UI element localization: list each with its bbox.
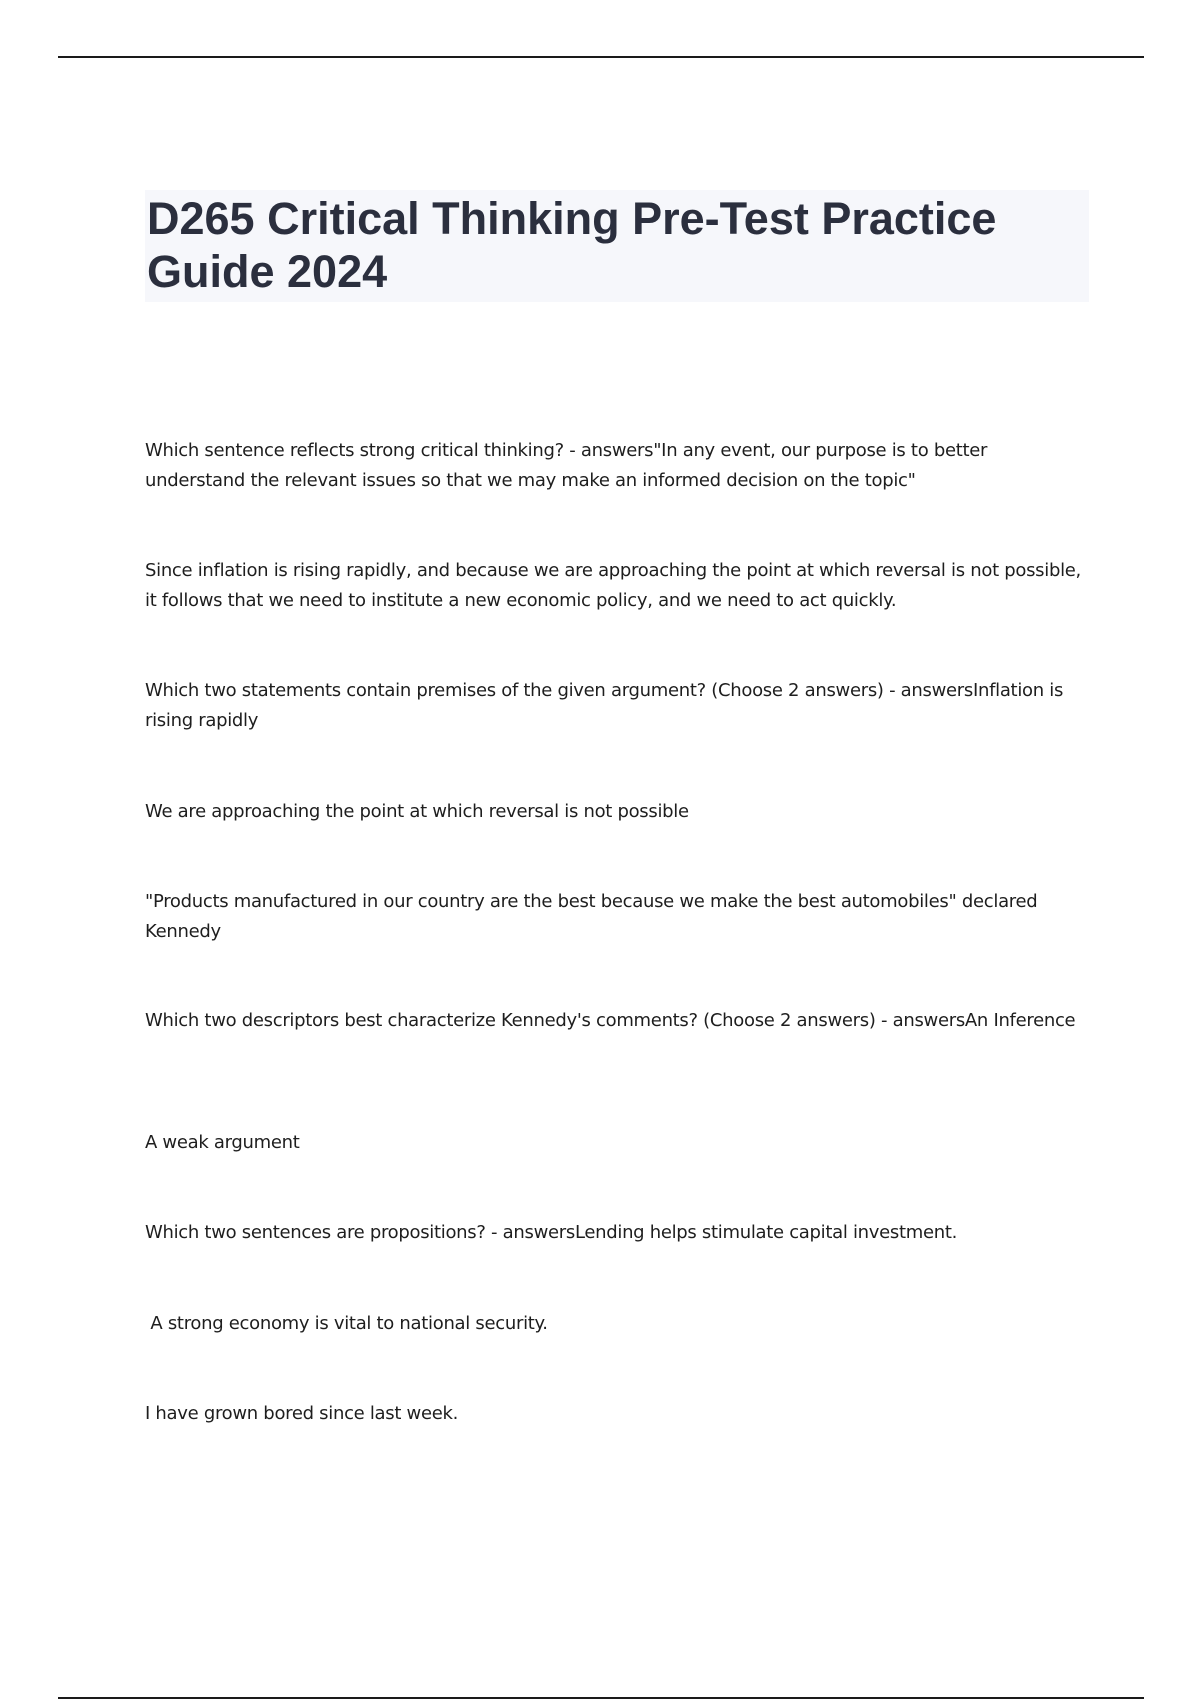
paragraph-question-1: Which sentence reflects strong critical thinking? - answers"In any event, our purpose is to better understand the relevant issues so that we may make an informed decision on the topic" — [145, 440, 988, 491]
paragraph-question-3: Which two descriptors best characterize Kennedy's comments? (Choose 2 answers) - answersAn Inference — [145, 1010, 1076, 1031]
paragraph-argument-text: Since inflation is rising rapidly, and because we are approaching the point at which reversal is not possible, it follows that we need to institute a new economic policy, and we need to act quickly. — [145, 560, 1081, 611]
paragraph-answer-4b: A strong economy is vital to national security. — [145, 1313, 548, 1334]
bottom-rule — [58, 1697, 1144, 1699]
paragraph-answer-2b: We are approaching the point at which reversal is not possible — [145, 801, 689, 822]
title-block — [145, 190, 1089, 302]
paragraph-question-2: Which two statements contain premises of the given argument? (Choose 2 answers) - answersInflation is rising rapidly — [145, 680, 1064, 731]
document-title: D265 Critical Thinking Pre-Test Practice Guide 2024 — [147, 193, 997, 297]
paragraph-kennedy-quote: "Products manufactured in our country are the best because we make the best automobiles" declared Kennedy — [145, 891, 1038, 942]
paragraph-answer-4c: I have grown bored since last week. — [145, 1403, 459, 1424]
paragraph-answer-3b: A weak argument — [145, 1132, 300, 1153]
paragraph-question-4: Which two sentences are propositions? - answersLending helps stimulate capital investment. — [145, 1222, 958, 1243]
top-rule — [58, 56, 1144, 58]
